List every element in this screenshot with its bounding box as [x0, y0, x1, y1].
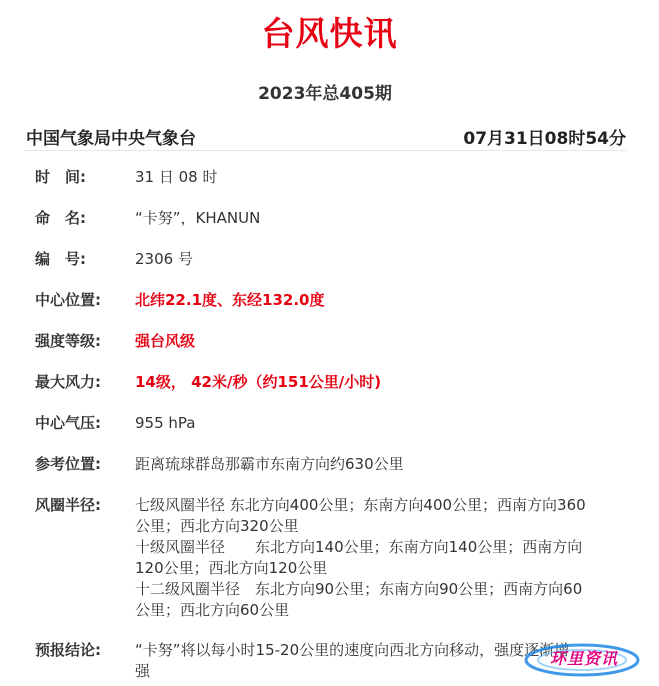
header-row: [24, 122, 626, 151]
wind-radius-line: 七级风圈半径 东北方向400公里；东南方向400公里；西南方向360: [135, 496, 586, 514]
wind-radius-line: 十级风圈半径 东北方向140公里；东南方向140公里；西南方向: [135, 538, 583, 556]
label-pressure: 中心气压:: [35, 414, 101, 432]
watermark-text: 环里资讯: [550, 649, 619, 668]
issue-number: 2023年总405期: [258, 84, 392, 104]
page-title: 台风快讯: [261, 14, 398, 53]
value-center: 北纬22.1度、东经132.0度: [135, 291, 325, 309]
forecast-line: “卡努”将以每小时15-20公里的速度向西北方向移动，强度逐渐增: [135, 641, 570, 659]
watermark-logo: [512, 636, 640, 682]
value-max-wind: 14级， 42米/秒（约151公里/小时): [135, 373, 382, 391]
wind-radius-line: 公里；西北方向320公里: [135, 517, 299, 535]
label-time: 时 间:: [35, 168, 86, 186]
label-forecast: 预报结论:: [35, 641, 101, 659]
wind-radius-line: 十二级风圈半径 东北方向90公里；东南方向90公里；西南方向60: [135, 580, 583, 598]
label-center: 中心位置:: [35, 291, 101, 309]
forecast-line: 强: [135, 662, 151, 680]
value-name: “卡努”，KHANUN: [135, 209, 261, 227]
value-intensity: 强台风级: [135, 332, 196, 350]
value-pressure: 955 hPa: [135, 414, 196, 432]
value-reference: 距离琉球群岛那霸市东南方向约630公里: [135, 455, 404, 473]
label-reference: 参考位置:: [35, 455, 101, 473]
label-wind-radius: 风圈半径:: [35, 496, 101, 514]
label-intensity: 强度等级:: [35, 332, 101, 350]
agency-name: 中国气象局中央气象台: [26, 129, 196, 149]
label-max-wind: 最大风力:: [35, 373, 101, 391]
label-name: 命 名:: [35, 209, 86, 227]
wind-radius-line: 120公里；西北方向120公里: [135, 559, 328, 577]
value-time: 31 日 08 时: [135, 168, 218, 186]
value-wind-radius: [135, 495, 615, 621]
value-number: 2306 号: [135, 250, 193, 268]
publish-time: 07月31日08时54分: [463, 129, 626, 149]
label-number: 编 号:: [35, 250, 86, 268]
wind-radius-line: 公里；西北方向60公里: [135, 601, 290, 619]
